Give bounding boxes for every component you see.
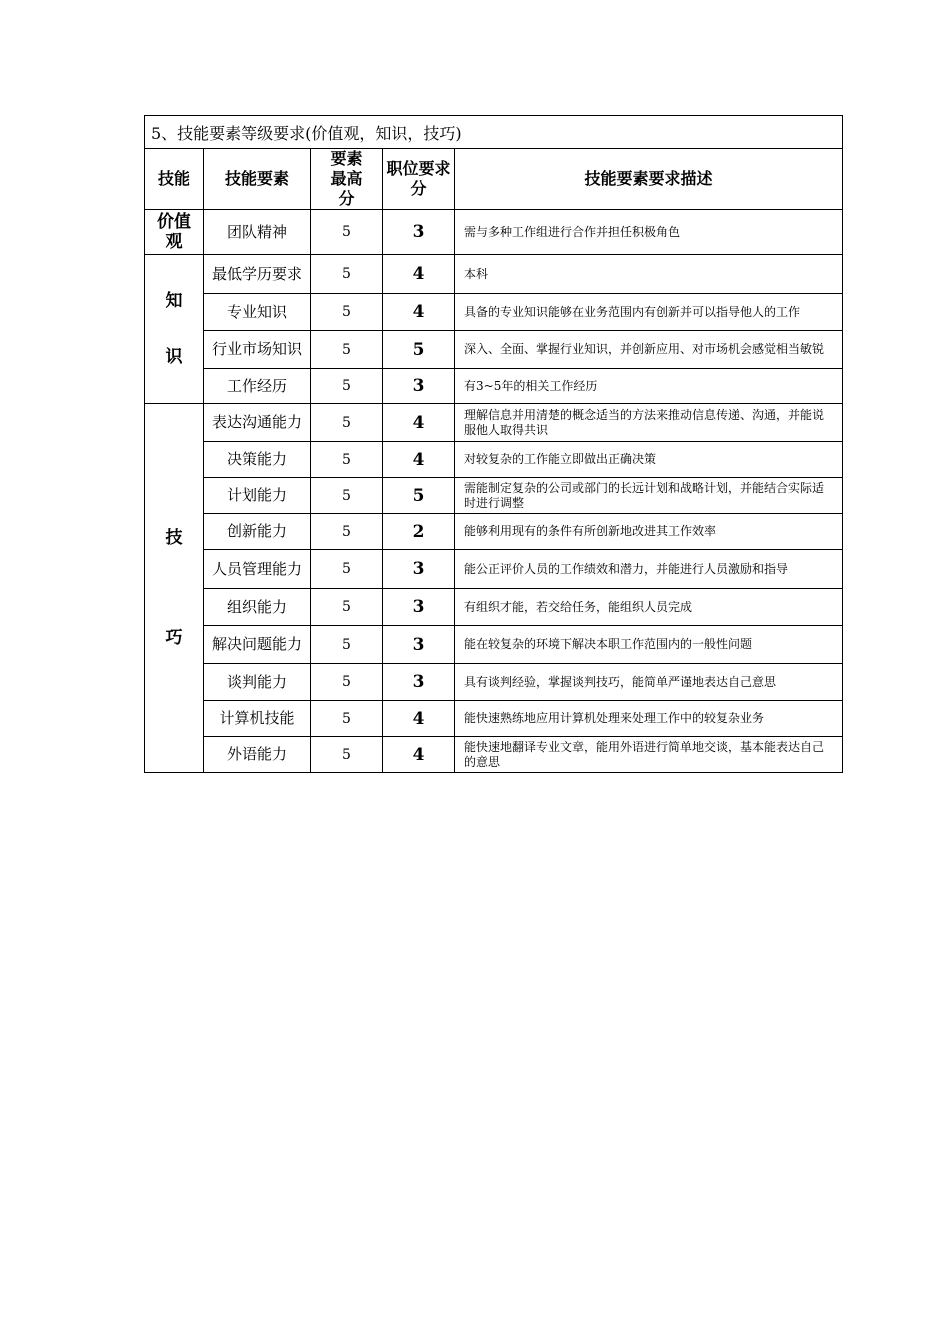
max-score-cell: 5 [311,210,383,255]
table-row [145,701,843,737]
table-row [145,514,843,550]
max-score-cell: 5 [311,626,383,664]
table-header-row [145,149,843,210]
max-score-cell: 5 [311,294,383,331]
table-row [145,294,843,331]
header-element: 技能要素 [204,149,311,210]
required-score-cell: 4 [383,255,455,294]
max-score-cell: 5 [311,255,383,294]
description-cell: 能够利用现有的条件有所创新地改进其工作效率 [455,514,843,550]
description-cell: 本科 [455,255,843,294]
description-cell: 能快速地翻译专业文章，能用外语进行简单地交谈，基本能表达自己的意思 [455,737,843,773]
element-cell: 工作经历 [204,369,311,404]
element-cell: 创新能力 [204,514,311,550]
description-cell: 对较复杂的工作能立即做出正确决策 [455,442,843,478]
element-cell: 计划能力 [204,478,311,514]
table-row [145,404,843,442]
table-row [145,210,843,255]
header-max-score: 要素最高分 [311,149,383,210]
max-score-cell: 5 [311,550,383,589]
description-cell: 能在较复杂的环境下解决本职工作范围内的一般性问题 [455,626,843,664]
max-score-cell: 5 [311,404,383,442]
table-row [145,331,843,369]
required-score-cell: 4 [383,737,455,773]
element-cell: 人员管理能力 [204,550,311,589]
description-cell: 具备的专业知识能够在业务范围内有创新并可以指导他人的工作 [455,294,843,331]
description-cell: 深入、全面、掌握行业知识，并创新应用、对市场机会感觉相当敏锐 [455,331,843,369]
required-score-cell: 4 [383,404,455,442]
element-cell: 谈判能力 [204,664,311,701]
element-cell: 专业知识 [204,294,311,331]
required-score-cell: 4 [383,442,455,478]
table-row [145,369,843,404]
required-score-cell: 5 [383,478,455,514]
table-row [145,442,843,478]
description-cell: 理解信息并用清楚的概念适当的方法来推动信息传递、沟通，并能说服他人取得共识 [455,404,843,442]
element-cell: 最低学历要求 [204,255,311,294]
element-cell: 表达沟通能力 [204,404,311,442]
element-cell: 计算机技能 [204,701,311,737]
description-cell: 需与多种工作组进行合作并担任积极角色 [455,210,843,255]
required-score-cell: 3 [383,369,455,404]
description-cell: 需能制定复杂的公司或部门的长远计划和战略计划，并能结合实际适时进行调整 [455,478,843,514]
description-cell: 具有谈判经验，掌握谈判技巧，能简单严谨地表达自己意思 [455,664,843,701]
element-cell: 行业市场知识 [204,331,311,369]
max-score-cell: 5 [311,589,383,626]
required-score-cell: 3 [383,664,455,701]
description-cell: 有3~5年的相关工作经历 [455,369,843,404]
required-score-cell: 4 [383,294,455,331]
max-score-cell: 5 [311,331,383,369]
required-score-cell: 3 [383,550,455,589]
max-score-cell: 5 [311,664,383,701]
max-score-cell: 5 [311,442,383,478]
element-cell: 组织能力 [204,589,311,626]
max-score-cell: 5 [311,478,383,514]
required-score-cell: 5 [383,331,455,369]
header-required-score: 职位要求分 [383,149,455,210]
table-row [145,737,843,773]
max-score-cell: 5 [311,737,383,773]
required-score-cell: 2 [383,514,455,550]
element-cell: 外语能力 [204,737,311,773]
table-row [145,478,843,514]
table-row [145,664,843,701]
element-cell: 团队精神 [204,210,311,255]
max-score-cell: 5 [311,369,383,404]
required-score-cell: 4 [383,701,455,737]
table-row [145,550,843,589]
required-score-cell: 3 [383,210,455,255]
skill-requirements-table [144,115,843,773]
table-title-row [145,116,843,149]
header-skill: 技能 [145,149,204,210]
element-cell: 解决问题能力 [204,626,311,664]
required-score-cell: 3 [383,589,455,626]
category-values: 价值观 [145,210,204,255]
table-row [145,589,843,626]
table-title: 5、技能要素等级要求(价值观，知识，技巧) [145,116,843,149]
max-score-cell: 5 [311,701,383,737]
max-score-cell: 5 [311,514,383,550]
description-cell: 能快速熟练地应用计算机处理来处理工作中的较复杂业务 [455,701,843,737]
description-cell: 有组织才能，若交给任务，能组织人员完成 [455,589,843,626]
description-cell: 能公正评价人员的工作绩效和潜力，并能进行人员激励和指导 [455,550,843,589]
required-score-cell: 3 [383,626,455,664]
category-knowledge: 知识 [145,255,204,404]
header-description: 技能要素要求描述 [455,149,843,210]
table-row [145,255,843,294]
category-skills: 技巧 [145,404,204,773]
table-row [145,626,843,664]
element-cell: 决策能力 [204,442,311,478]
